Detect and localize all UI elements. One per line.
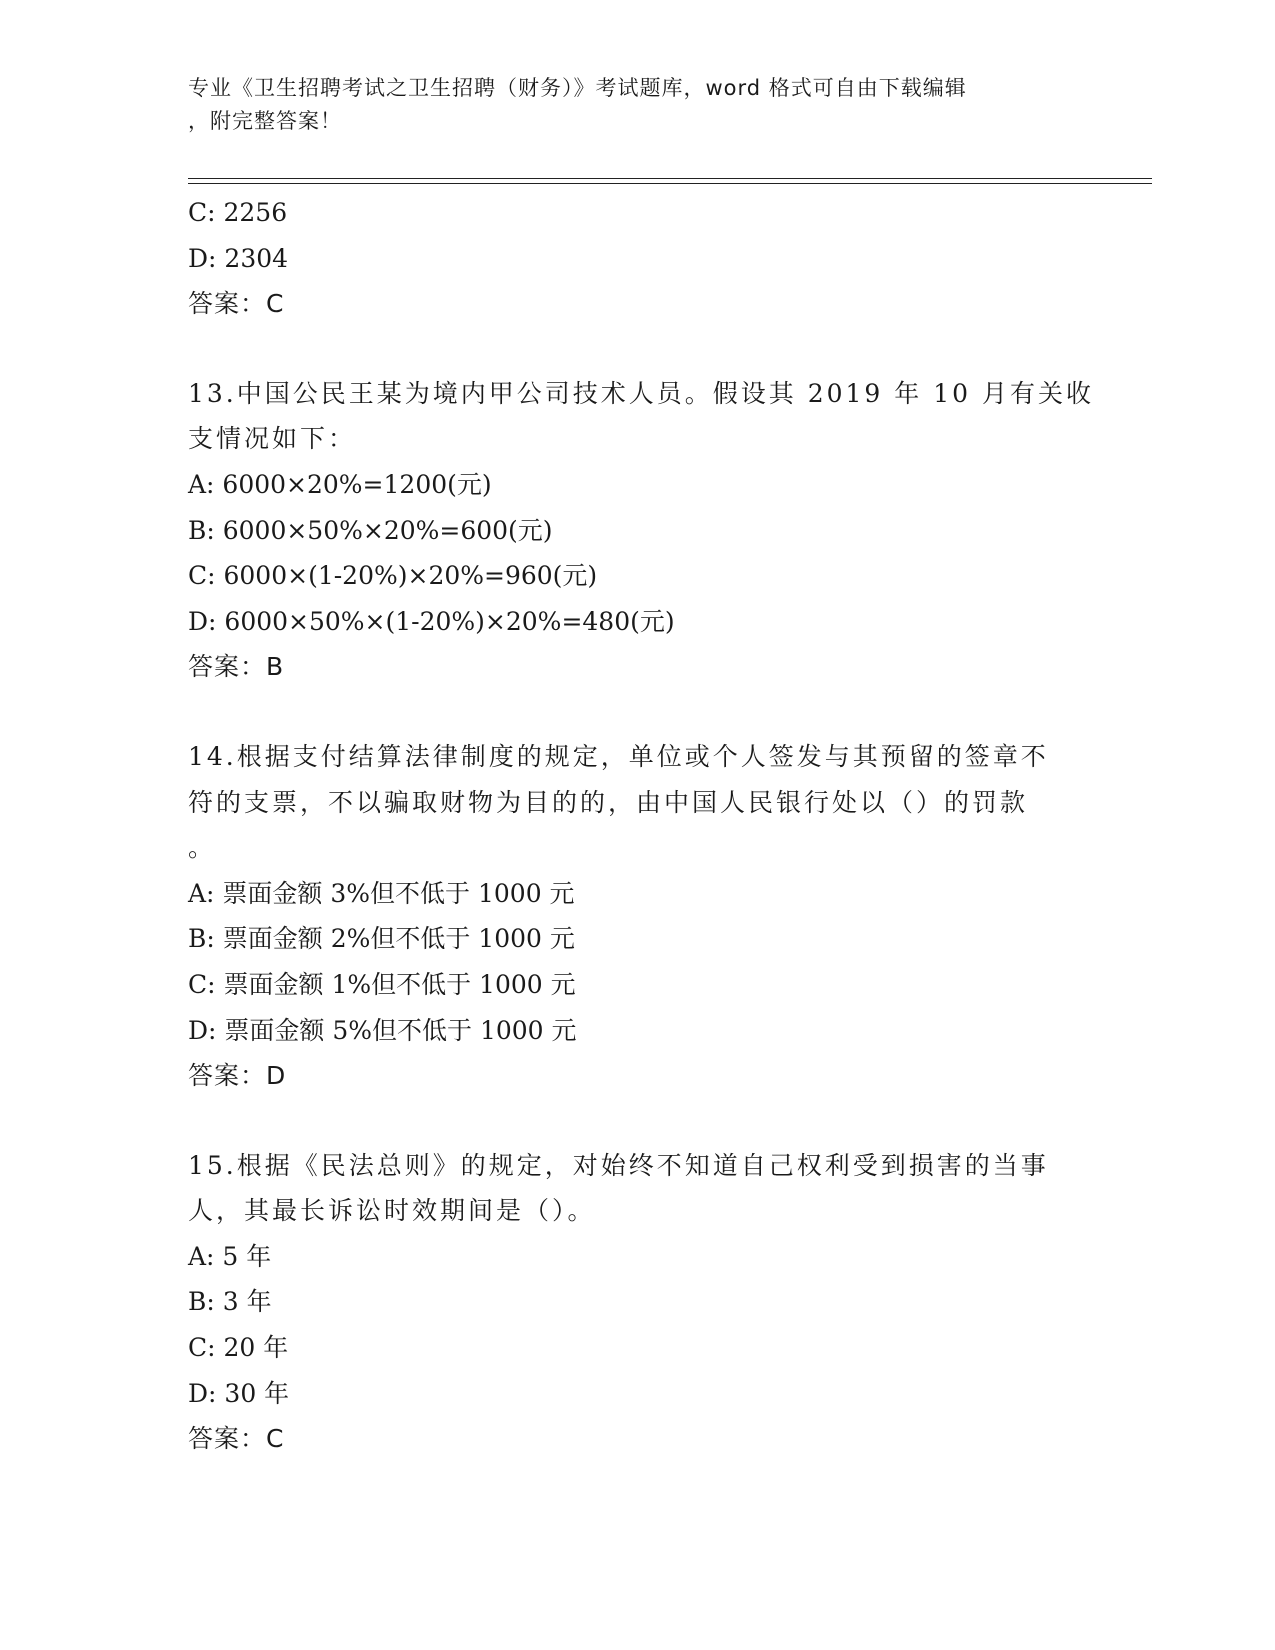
header-rule-top [188, 178, 1152, 179]
option-a: A: 票面金额 3%但不低于 1000 元 [188, 878, 575, 908]
document-header [188, 72, 1088, 138]
question-13 [188, 371, 1094, 690]
option-c: C: 20 年 [188, 1333, 289, 1363]
question-stem-line: 人，其最长诉讼时效期间是（）。 [188, 1196, 596, 1226]
answer-line: 答案：C [188, 289, 285, 319]
question-stem-line: 13.中国公民王某为境内甲公司技术人员。假设其 2019 年 10 月有关收 [188, 378, 1094, 408]
answer-line: 答案：D [188, 1061, 287, 1091]
question-stem-line: 14.根据支付结算法律制度的规定，单位或个人签发与其预留的签章不 [188, 741, 1049, 771]
option-a: A: 6000×20%=1200(元) [188, 469, 492, 499]
option-b: B: 3 年 [188, 1287, 272, 1317]
header-rule-bottom [188, 183, 1152, 184]
question-stem-line: 。 [188, 833, 217, 863]
answer-line: 答案：B [188, 652, 285, 682]
option-c: C: 2256 [188, 198, 288, 227]
answer-line: 答案：C [188, 1424, 285, 1454]
option-a: A: 5 年 [188, 1241, 272, 1271]
question-14 [188, 734, 1088, 1099]
option-d: D: 2304 [188, 243, 289, 273]
document-body [188, 190, 1094, 1462]
question-stem-line: 符的支票，不以骗取财物为目的的，由中国人民银行处以（）的罚款 [188, 787, 1029, 817]
option-d: D: 30 年 [188, 1378, 290, 1408]
option-c: C: 6000×(1-20%)×20%=960(元) [188, 561, 598, 591]
option-b: B: 6000×50%×20%=600(元) [188, 515, 553, 545]
header-line-1: 专业《卫生招聘考试之卫生招聘（财务）》考试题库，word 格式可自由下载编辑 [188, 76, 967, 100]
question-stem-line: 支情况如下： [188, 424, 357, 454]
question-15 [188, 1143, 1088, 1462]
option-d: D: 票面金额 5%但不低于 1000 元 [188, 1015, 577, 1045]
header-line-2: ，附完整答案！ [188, 109, 342, 133]
question-stem-line: 15.根据《民法总则》的规定，对始终不知道自己权利受到损害的当事 [188, 1150, 1049, 1180]
option-d: D: 6000×50%×(1-20%)×20%=480(元) [188, 606, 675, 636]
option-b: B: 票面金额 2%但不低于 1000 元 [188, 924, 575, 954]
option-c: C: 票面金额 1%但不低于 1000 元 [188, 969, 576, 999]
question-12-continued [188, 190, 1088, 327]
